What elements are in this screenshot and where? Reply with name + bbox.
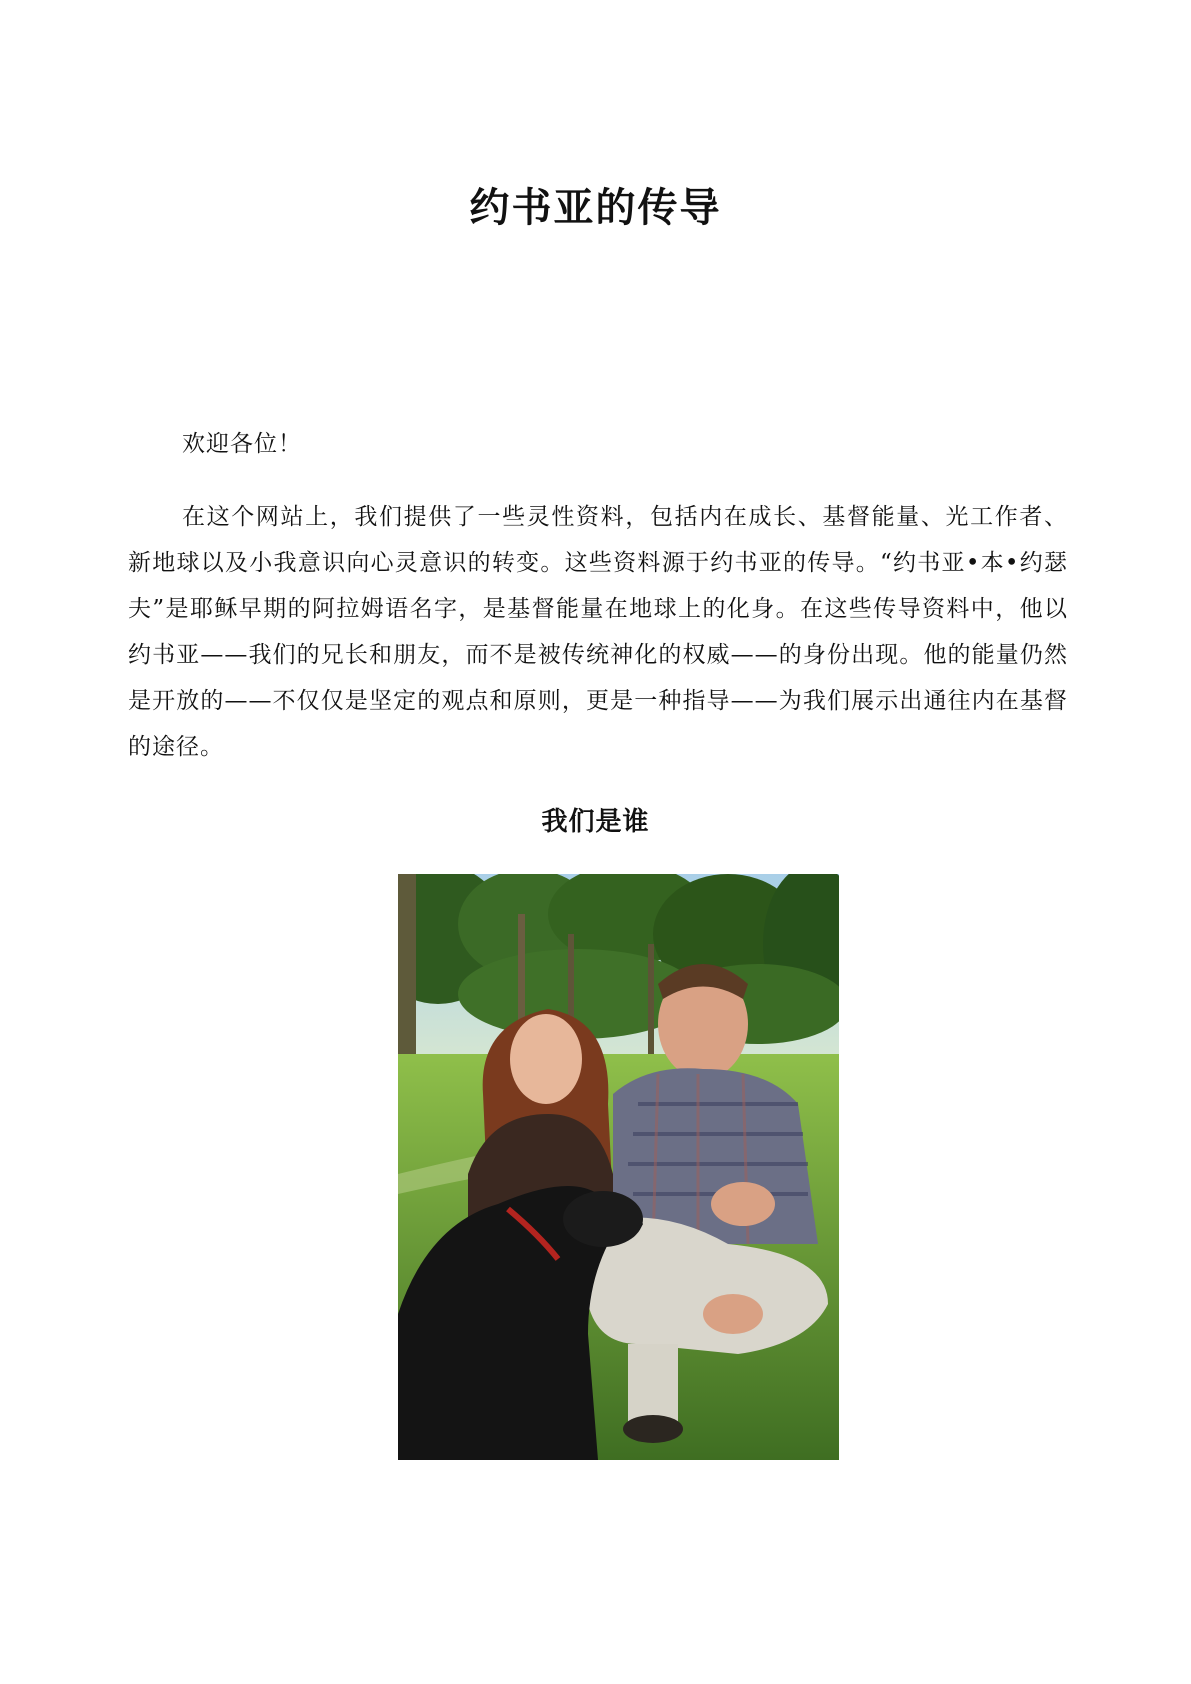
- intro-paragraph: 在这个网站上，我们提供了一些灵性资料，包括内在成长、基督能量、光工作者、新地球以及小我意识向心灵意识的转变。这些资料源于约书亚的传导。“约书亚•本•约瑟夫”是耶稣早期的阿拉姆语名字，是基督能量在地球上的化身。在这些传导资料中，他以约书亚——我们的兄长和朋友，而不是被传统神化的权威——的身份出现。他的能量仍然是开放的——不仅仅是坚定的观点和原则，更是一种指导——为我们展示出通往内在基督的途径。: [128, 504, 1068, 760]
- team-photo: [398, 874, 839, 1460]
- section-heading: 我们是谁: [541, 807, 650, 837]
- greeting-text: 欢迎各位！: [182, 431, 302, 457]
- team-photo-illustration: [398, 874, 839, 1460]
- document-title: 约书亚的传导: [469, 185, 722, 231]
